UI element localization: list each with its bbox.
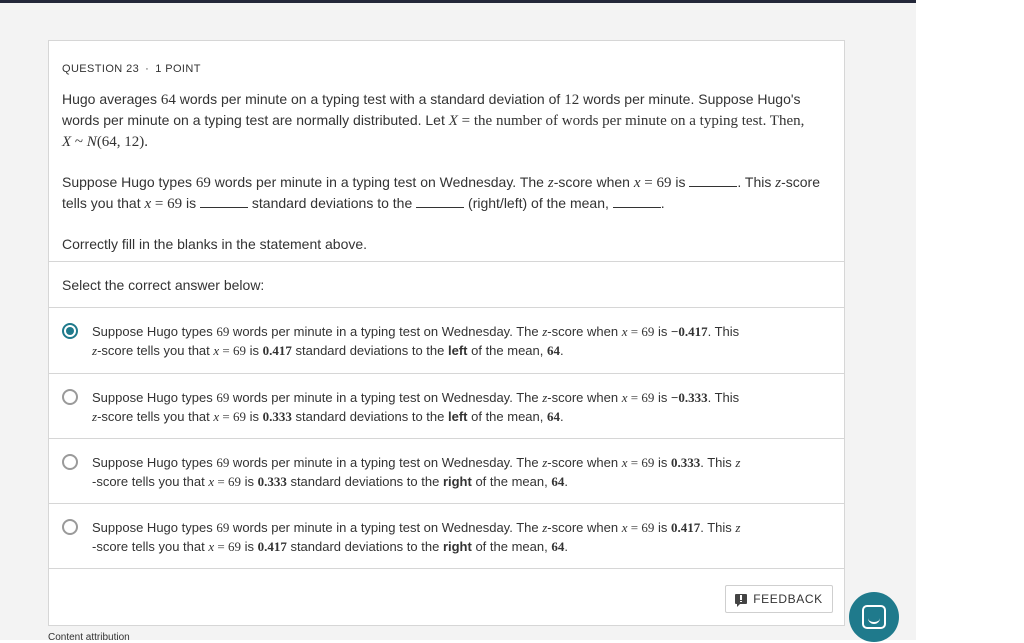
question-points: 1 POINT [155, 63, 201, 75]
chat-button[interactable] [849, 592, 899, 642]
answer-option-text: Suppose Hugo types 69 words per minute in a typing test on Wednesday. The z-score when x = 69 is −0.417. This z-score tells you that x = 69 is 0.417 standard deviations to the left of the mean, 64. [92, 324, 740, 358]
question-paragraph-1: Hugo averages 64 words per minute on a typing test with a standard deviation of 12 words per minute. Suppose Hugo's words per minute on a typing test are normally distributed. Let X = the number of words per minute on a typing test. Then, X ~ N(64, 12). [62, 91, 805, 150]
blank-1 [689, 174, 737, 187]
divider [49, 568, 844, 569]
answer-option-text: Suppose Hugo types 69 words per minute in a typing test on Wednesday. The z-score when x = 69 is 0.333. This z -score tells you that x = 69 is 0.333 standard deviations to the right of the mean, 64. [92, 455, 741, 489]
content-attribution-link[interactable]: Content attribution [48, 632, 130, 643]
feedback-button[interactable] [725, 585, 833, 613]
divider [49, 261, 844, 262]
blank-2 [200, 195, 248, 208]
blank-4 [613, 195, 661, 208]
answer-option[interactable] [49, 504, 844, 568]
answer-option[interactable] [49, 374, 844, 438]
answer-option-text: Suppose Hugo types 69 words per minute in a typing test on Wednesday. The z-score when x = 69 is −0.333. This z-score tells you that x = 69 is 0.333 standard deviations to the left of the mean, 64. [92, 390, 740, 424]
answer-option[interactable] [49, 308, 844, 373]
radio-icon[interactable] [62, 323, 78, 339]
chat-bubble-icon [862, 605, 886, 629]
header-separator: · [145, 63, 150, 75]
feedback-flag-icon [735, 594, 747, 604]
sd-value: 12 [564, 92, 580, 108]
feedback-label: FEEDBACK [753, 592, 823, 606]
question-instruction: Correctly fill in the blanks in the statement above. [62, 236, 368, 252]
question-header [62, 63, 201, 75]
question-number: QUESTION 23 [62, 63, 140, 75]
blank-3 [416, 195, 464, 208]
question-text [62, 89, 837, 254]
select-label: Select the correct answer below: [62, 277, 265, 293]
question-paragraph-2: Suppose Hugo types 69 words per minute in a typing test on Wednesday. The z-score when x = 69 is . This z-score tells you that x = 69 is standard deviations to the (right/left) of the mean, . [62, 174, 820, 212]
radio-icon[interactable] [62, 454, 78, 470]
mean-value: 64 [160, 92, 176, 108]
answer-option-text: Suppose Hugo types 69 words per minute in a typing test on Wednesday. The z-score when x = 69 is 0.417. This z -score tells you that x = 69 is 0.417 standard deviations to the right of the mean, 64. [92, 520, 741, 554]
answer-option[interactable] [49, 439, 844, 503]
question-card [48, 40, 845, 626]
radio-icon[interactable] [62, 519, 78, 535]
radio-icon[interactable] [62, 389, 78, 405]
top-bar [0, 0, 916, 3]
